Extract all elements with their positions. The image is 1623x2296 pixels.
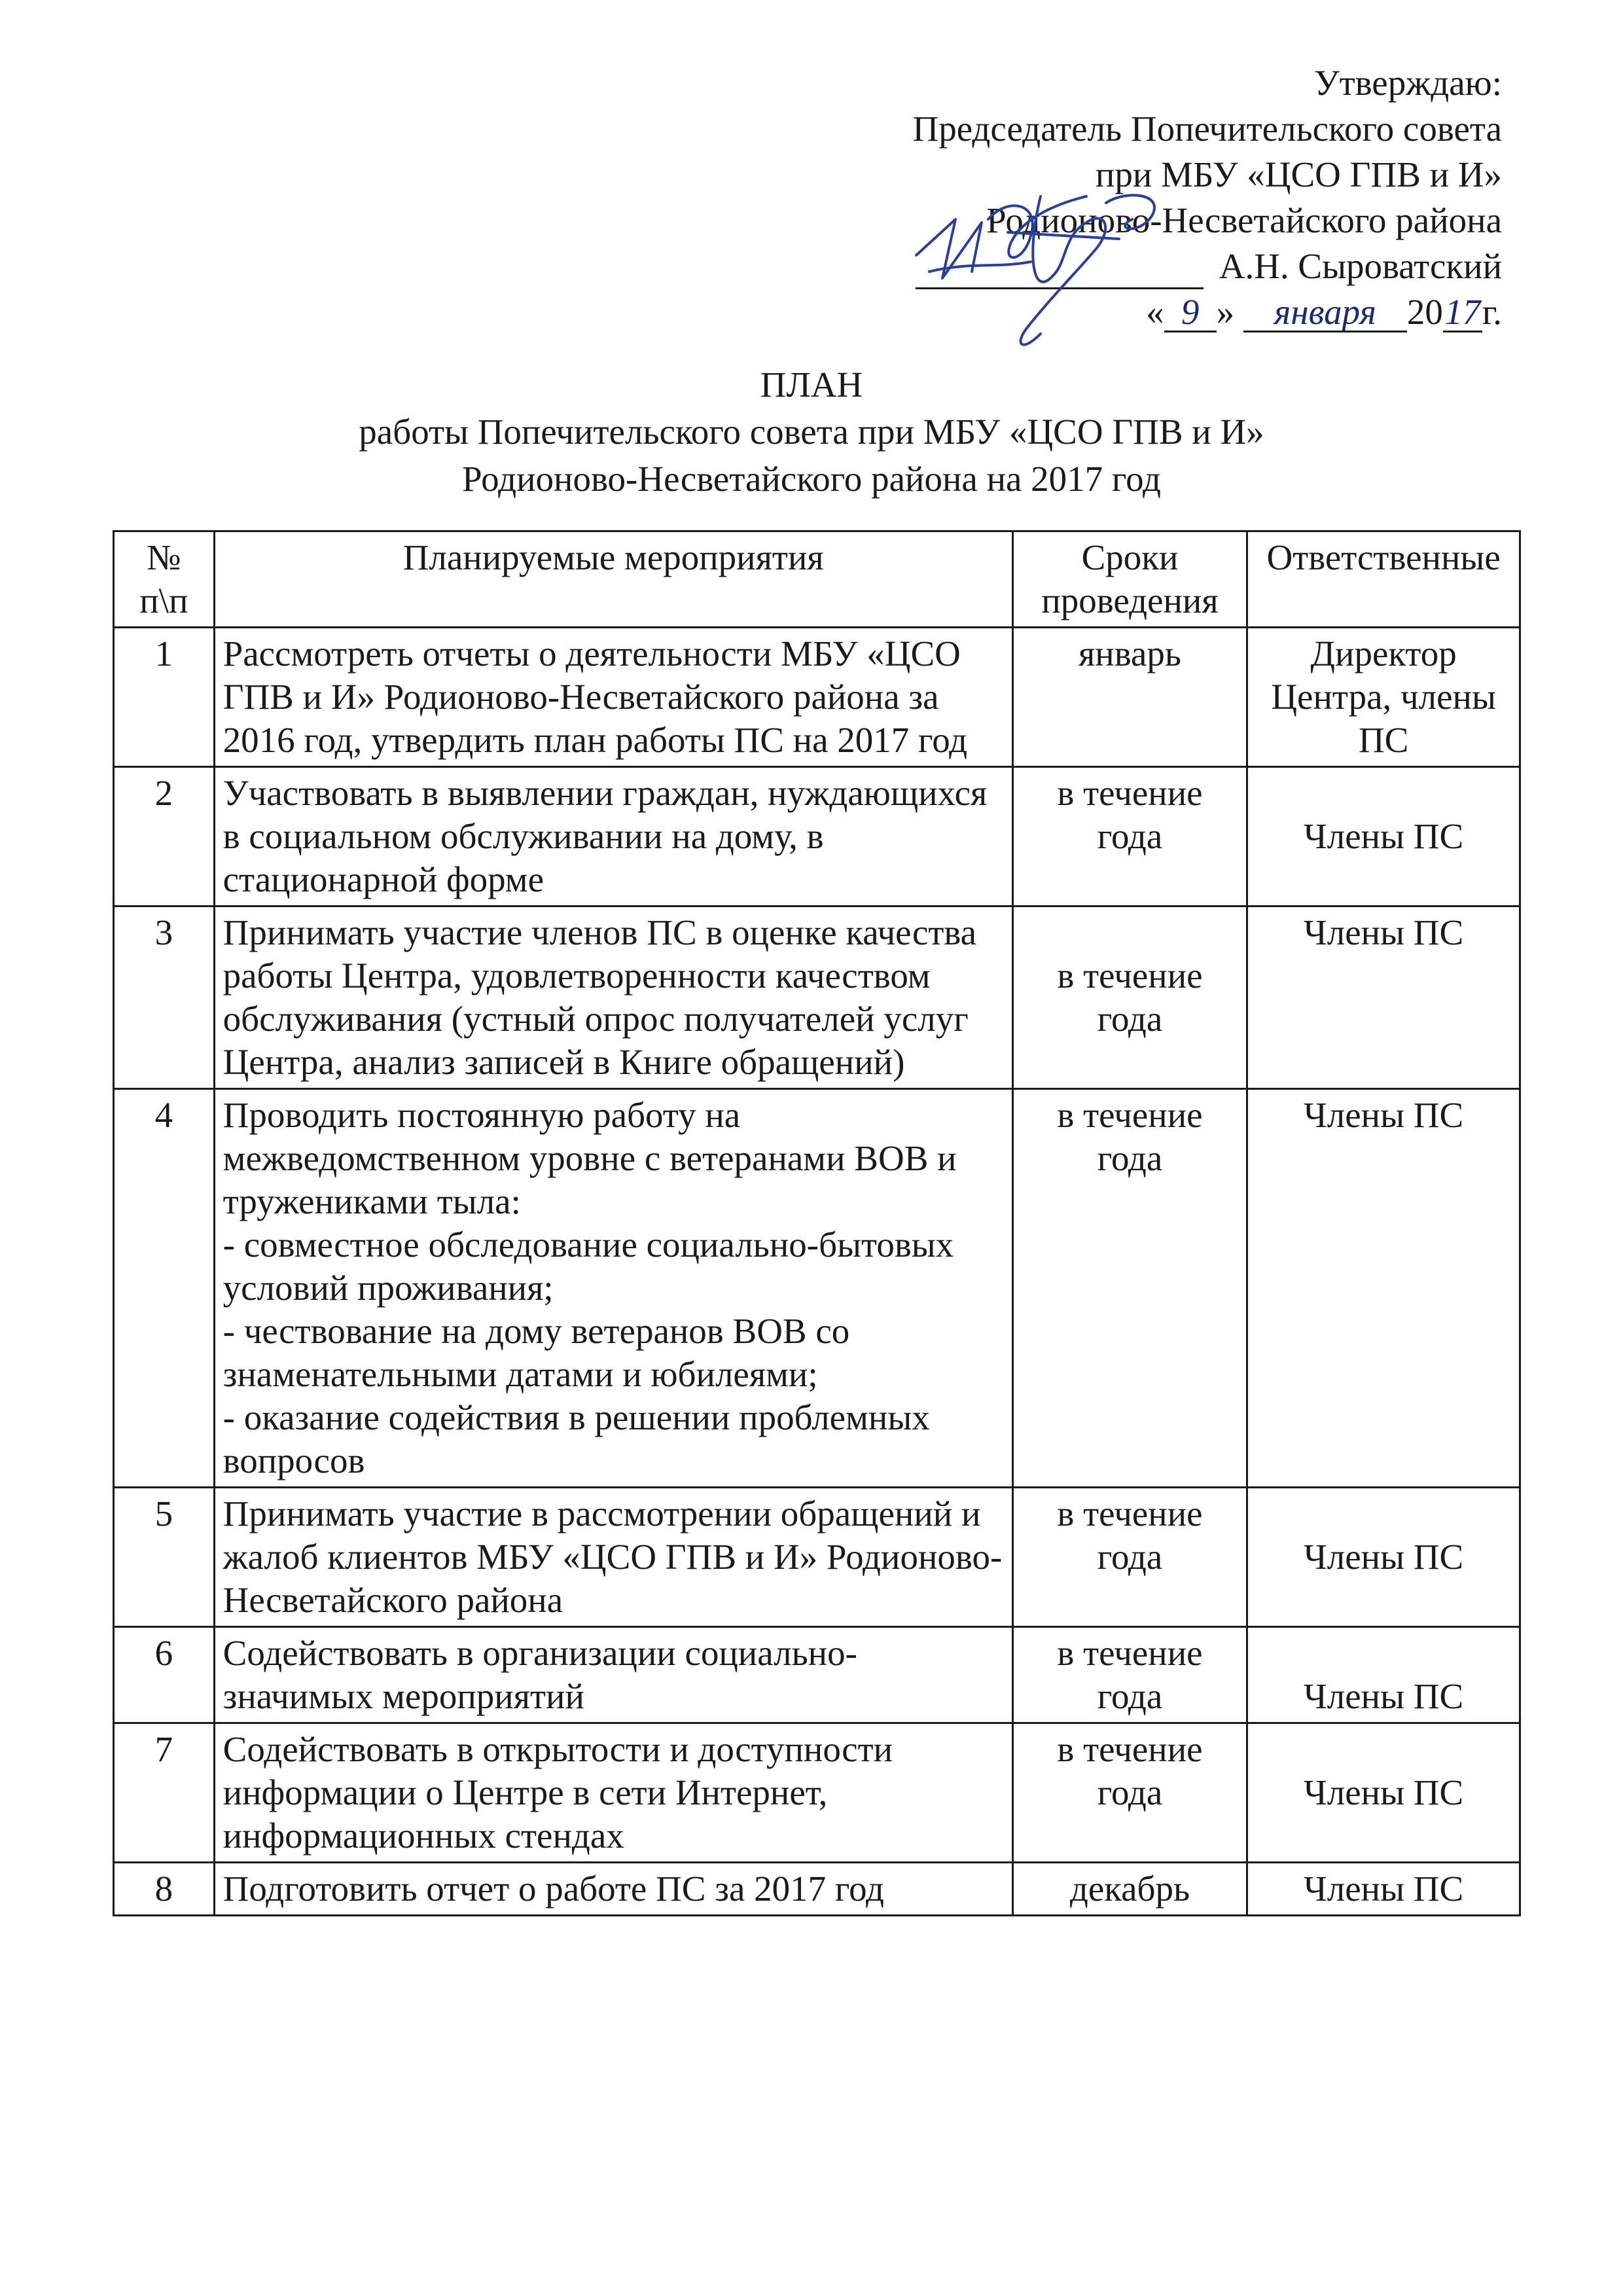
approval-position: Председатель Попечительского совета [912, 109, 1502, 149]
activity-line: Подготовить отчет о работе ПС за 2017 год [223, 1869, 884, 1909]
row-responsible: Директор Центра, члены ПС [1247, 628, 1520, 767]
activity-line: Рассмотреть отчеты о деятельности МБУ «ЦСО ГПВ и И» Родионово-Несветайского района за 2016 год, утвердить план работы ПС на 2017 год [223, 634, 968, 760]
table-row [114, 1089, 1520, 1488]
row-time: январь [1012, 628, 1247, 767]
activity-line: Участвовать в выявлении граждан, нуждающихся в социальном обслуживании на дому, в стационарной форме [223, 773, 988, 899]
activity-line: - оказание содействия в решении проблемных вопросов [223, 1397, 930, 1480]
row-number: 7 [114, 1723, 215, 1863]
row-time: в течение года [1012, 1627, 1247, 1723]
row-responsible: Члены ПС [1247, 1488, 1520, 1627]
approval-date: « 9 » января 2017г. [1146, 292, 1502, 332]
activity-line: Содействовать в открытости и доступности информации о Центре в сети Интернет, информационных стендах [223, 1729, 893, 1856]
row-time: в течение года [1012, 906, 1247, 1089]
activity-line: - чествование на дому ветеранов ВОВ со знаменательными датами и юбилеями; [223, 1311, 850, 1394]
table-row [114, 906, 1520, 1089]
row-activity [214, 628, 1012, 767]
row-responsible: Члены ПС [1247, 1627, 1520, 1723]
row-activity [214, 1089, 1012, 1488]
row-time: в течение года [1012, 1488, 1247, 1627]
date-year: 17 [1443, 294, 1482, 332]
row-number: 5 [114, 1488, 215, 1627]
header-responsible: Ответственные [1247, 531, 1520, 628]
title-district-year: Родионово-Несветайского района на 2017 год [461, 459, 1162, 499]
plan-table [113, 530, 1521, 1916]
row-responsible: Члены ПС [1247, 1723, 1520, 1863]
table-row [114, 1627, 1520, 1723]
row-responsible: Члены ПС [1247, 767, 1520, 906]
row-activity [214, 1863, 1012, 1916]
row-activity [214, 1488, 1012, 1627]
table-row [114, 628, 1520, 767]
row-number: 2 [114, 767, 215, 906]
approval-heading: Утверждаю: [1313, 63, 1502, 103]
row-responsible: Члены ПС [1247, 1089, 1520, 1488]
date-day: 9 [1164, 294, 1217, 332]
header-num: № п\п [114, 531, 215, 628]
row-responsible: Члены ПС [1247, 1863, 1520, 1916]
title-plan: ПЛАН [760, 365, 863, 404]
row-time: декабрь [1012, 1863, 1247, 1916]
approval-organization: при МБУ «ЦСО ГПВ и И» [1095, 154, 1502, 194]
row-number: 8 [114, 1863, 215, 1916]
row-number: 6 [114, 1627, 215, 1723]
row-activity [214, 1723, 1012, 1863]
header-activity: Планируемые мероприятия [214, 531, 1012, 628]
row-activity [214, 906, 1012, 1089]
table-row [114, 767, 1520, 906]
activity-line: Содействовать в организации социально-значимых мероприятий [223, 1633, 857, 1716]
handwritten-signature [890, 157, 1283, 373]
activity-line: Принимать участие в рассмотрении обращений и жалоб клиентов МБУ «ЦСО ГПВ и И» Родионово-Несветайского района [223, 1494, 1003, 1620]
activity-line: Проводить постоянную работу на межведомственном уровне с ветеранами ВОВ и тружениками тыла: [223, 1095, 957, 1221]
row-number: 1 [114, 628, 215, 767]
approval-district: Родионово-Несветайского района [986, 200, 1502, 240]
activity-line: - совместное обследование социально-бытовых условий проживания; [223, 1225, 954, 1308]
table-row [114, 1488, 1520, 1627]
table-header-row [114, 531, 1520, 628]
date-month: января [1243, 294, 1407, 332]
row-responsible: Члены ПС [1247, 906, 1520, 1089]
row-number: 4 [114, 1089, 215, 1488]
row-time: в течение года [1012, 767, 1247, 906]
table-row [114, 1723, 1520, 1863]
activity-line: Принимать участие членов ПС в оценке качества работы Центра, удовлетворенности качеством обслуживания (устный опрос получателей услуг Центра, анализ записей в Книге обращений) [223, 912, 977, 1082]
title-subject: работы Попечительского совета при МБУ «ЦСО ГПВ и И» [359, 412, 1264, 452]
approver-name: А.Н. Сыроватский [1219, 246, 1502, 286]
row-number: 3 [114, 906, 215, 1089]
row-time: в течение года [1012, 1723, 1247, 1863]
table-row [114, 1863, 1520, 1916]
header-time: Сроки проведения [1012, 531, 1247, 628]
row-activity [214, 1627, 1012, 1723]
row-activity [214, 767, 1012, 906]
row-time: в течение года [1012, 1089, 1247, 1488]
document-title [0, 361, 1623, 503]
